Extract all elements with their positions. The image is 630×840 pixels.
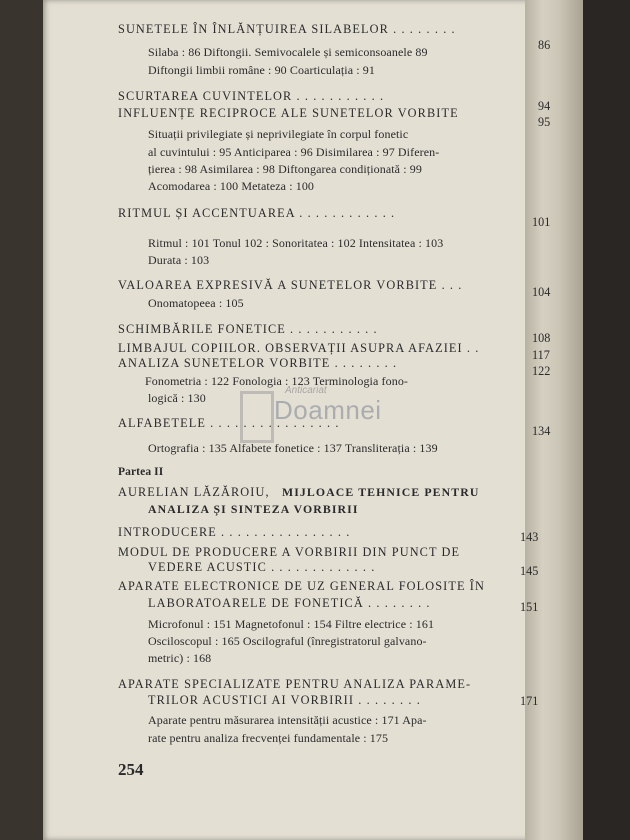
toc-subentry: Osciloscopul : 165 Oscilograful (înregistratorul galvano- bbox=[148, 634, 427, 648]
toc-subentry: Durata : 103 bbox=[148, 253, 210, 267]
toc-heading: LIMBAJUL COPIILOR. OBSERVAȚII ASUPRA AFAZIEI . . bbox=[118, 341, 480, 355]
toc-subentry: Microfonul : 151 Magnetofonul : 154 Filtre electrice : 161 bbox=[148, 617, 435, 631]
toc-page-number: 95 bbox=[538, 115, 551, 129]
toc-subentry: Situații privilegiate și neprivilegiate în corpul fonetic bbox=[148, 127, 409, 141]
toc-subentry: metric) : 168 bbox=[148, 651, 212, 665]
toc-page-number: 171 bbox=[520, 694, 539, 708]
toc-heading: ANALIZA SUNETELOR VORBITE . . . . . . . . bbox=[118, 356, 398, 370]
toc-heading: SUNETELE ÎN ÎNLĂNȚUIREA SILABELOR . . . . . . . . bbox=[118, 22, 456, 36]
toc-page-number: 145 bbox=[520, 564, 539, 578]
toc-page-number: 122 bbox=[532, 364, 551, 378]
toc-subentry: rate pentru analiza frecvenței fundamentale : 175 bbox=[148, 731, 389, 745]
toc-page-number: 151 bbox=[520, 600, 539, 614]
toc-subentry: Diftongii limbii române : 90 Coarticulația : 91 bbox=[148, 63, 375, 77]
toc-subentry: Ritmul : 101 Tonul 102 : Sonoritatea : 102 Intensitatea : 103 bbox=[148, 236, 444, 250]
toc-page-number: 94 bbox=[538, 99, 551, 113]
toc-page-number: 104 bbox=[532, 285, 551, 299]
toc-subentry: al cuvintului : 95 Anticiparea : 96 Disimilarea : 97 Diferen- bbox=[148, 145, 440, 159]
watermark-line2: Doamnei bbox=[274, 395, 382, 425]
toc-heading: INFLUENȚE RECIPROCE ALE SUNETELOR VORBITE bbox=[118, 106, 459, 120]
watermark-line1: Anticariat bbox=[285, 385, 327, 396]
toc-heading: RITMUL ȘI ACCENTUAREA . . . . . . . . . . . . bbox=[118, 206, 396, 220]
toc-heading: VEDERE ACUSTIC . . . . . . . . . . . . . bbox=[148, 560, 376, 574]
toc-subentry: Ortografia : 135 Alfabete fonetice : 137 Transliterația : 139 bbox=[148, 441, 438, 455]
book-spine-shadow bbox=[0, 0, 43, 840]
author-name: AURELIAN LĂZĂROIU, bbox=[118, 485, 270, 499]
toc-heading: SCHIMBĂRILE FONETICE . . . . . . . . . . . bbox=[118, 322, 378, 336]
toc-subentry: Aparate pentru măsurarea intensității acustice : 171 Apa- bbox=[148, 713, 427, 727]
toc-page-number: 143 bbox=[520, 530, 539, 544]
part-label: Partea II bbox=[118, 466, 164, 478]
part-title: MIJLOACE TEHNICE PENTRU bbox=[282, 485, 480, 499]
toc-heading: ALFABETELE . . . . . . . . . . . . . . . . bbox=[118, 416, 340, 430]
page-number: 254 bbox=[118, 760, 144, 779]
toc-page-number: 86 bbox=[538, 38, 551, 52]
toc-heading: LABORATOARELE DE FONETICĂ . . . . . . . . bbox=[148, 596, 431, 610]
part-title: ANALIZA ȘI SINTEZA VORBIRII bbox=[148, 502, 359, 516]
toc-heading: MODUL DE PRODUCERE A VORBIRII DIN PUNCT DE bbox=[118, 545, 461, 559]
toc-page-number: 108 bbox=[532, 331, 551, 345]
toc-subentry: Acomodarea : 100 Metateza : 100 bbox=[148, 179, 315, 193]
toc-page-number: 117 bbox=[532, 348, 550, 362]
toc-subentry: Onomatopeea : 105 bbox=[148, 296, 244, 310]
page-edge bbox=[525, 0, 583, 840]
toc-subentry: logică : 130 bbox=[148, 391, 206, 405]
toc-heading: VALOAREA EXPRESIVĂ A SUNETELOR VORBITE . . . bbox=[118, 278, 463, 292]
toc-subentry: țierea : 98 Asimilarea : 98 Diftongarea condiționată : 99 bbox=[148, 162, 422, 176]
toc-heading: APARATE ELECTRONICE DE UZ GENERAL FOLOSITE ÎN bbox=[118, 579, 485, 593]
toc-subentry: Silaba : 86 Diftongii. Semivocalele și semiconsoanele 89 bbox=[148, 45, 428, 59]
toc-page-number: 134 bbox=[532, 424, 551, 438]
toc-page-number: 101 bbox=[532, 215, 551, 229]
toc-heading: INTRODUCERE . . . . . . . . . . . . . . . . bbox=[118, 525, 351, 539]
toc-heading: SCURTAREA CUVINTELOR . . . . . . . . . . . bbox=[118, 89, 385, 103]
toc-subentry: Fonometria : 122 Fonologia : 123 Terminologia fono- bbox=[145, 374, 409, 388]
toc-heading: APARATE SPECIALIZATE PENTRU ANALIZA PARAME- bbox=[118, 677, 472, 691]
toc-heading: TRILOR ACUSTICI AI VORBIRII . . . . . . . . bbox=[148, 693, 421, 707]
